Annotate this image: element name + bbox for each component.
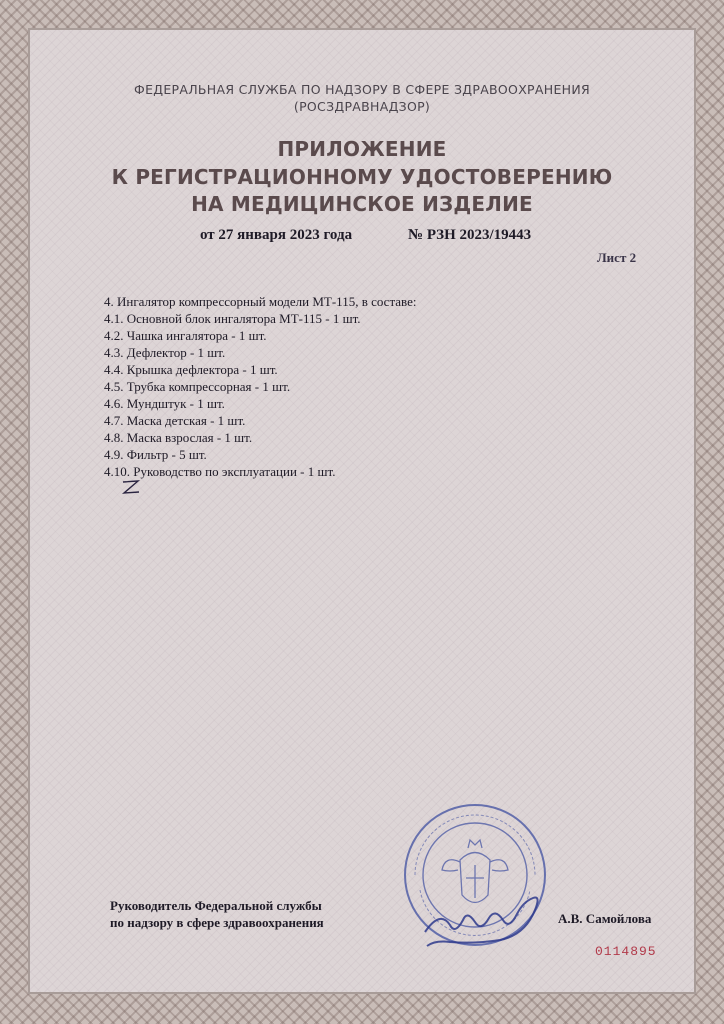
signatory-name: А.В. Самойлова xyxy=(558,911,652,926)
list-item: 4.6. Мундштук - 1 шт. xyxy=(104,396,225,411)
list-item: 4.10. Руководство по эксплуатации - 1 шт. xyxy=(104,464,336,479)
list-item: 4.2. Чашка ингалятора - 1 шт. xyxy=(104,328,267,343)
list-item: 4. Ингалятор компрессорный модели МТ-115, в составе: xyxy=(104,294,417,309)
document-title-line2: К РЕГИСТРАЦИОННОМУ УДОСТОВЕРЕНИЮ xyxy=(111,165,613,189)
handwritten-z-mark xyxy=(120,478,142,498)
list-item: 4.7. Маска детская - 1 шт. xyxy=(104,413,246,428)
list-item: 4.5. Трубка компрессорная - 1 шт. xyxy=(104,379,291,394)
serial-number: 0114895 xyxy=(595,944,657,959)
list-item: 4.1. Основной блок ингалятора МТ-115 - 1 шт. xyxy=(104,311,361,326)
list-item: 4.8. Маска взрослая - 1 шт. xyxy=(104,430,253,445)
document-title-line1: ПРИЛОЖЕНИЕ xyxy=(277,137,447,161)
list-item: 4.9. Фильтр - 5 шт. xyxy=(104,447,207,462)
certificate-date: от 27 января 2023 года xyxy=(200,227,353,243)
list-item: 4.3. Дефлектор - 1 шт. xyxy=(104,345,226,360)
signature xyxy=(405,880,555,950)
signatory-position-line2: по надзору в сфере здравоохранения xyxy=(110,915,324,930)
document-title-line3: НА МЕДИЦИНСКОЕ ИЗДЕЛИЕ xyxy=(191,192,533,216)
sheet-number: Лист 2 xyxy=(597,250,637,265)
agency-abbreviation: (РОСЗДРАВНАДЗОР) xyxy=(293,99,431,114)
signatory-position xyxy=(110,897,324,931)
components-list xyxy=(104,293,417,480)
certificate-number: № РЗН 2023/19443 xyxy=(408,227,532,243)
signatory-position-line1: Руководитель Федеральной службы xyxy=(110,898,322,913)
agency-name: ФЕДЕРАЛЬНАЯ СЛУЖБА ПО НАДЗОРУ В СФЕРЕ ЗДРАВООХРАНЕНИЯ xyxy=(134,82,590,97)
list-item: 4.4. Крышка дефлектора - 1 шт. xyxy=(104,362,278,377)
